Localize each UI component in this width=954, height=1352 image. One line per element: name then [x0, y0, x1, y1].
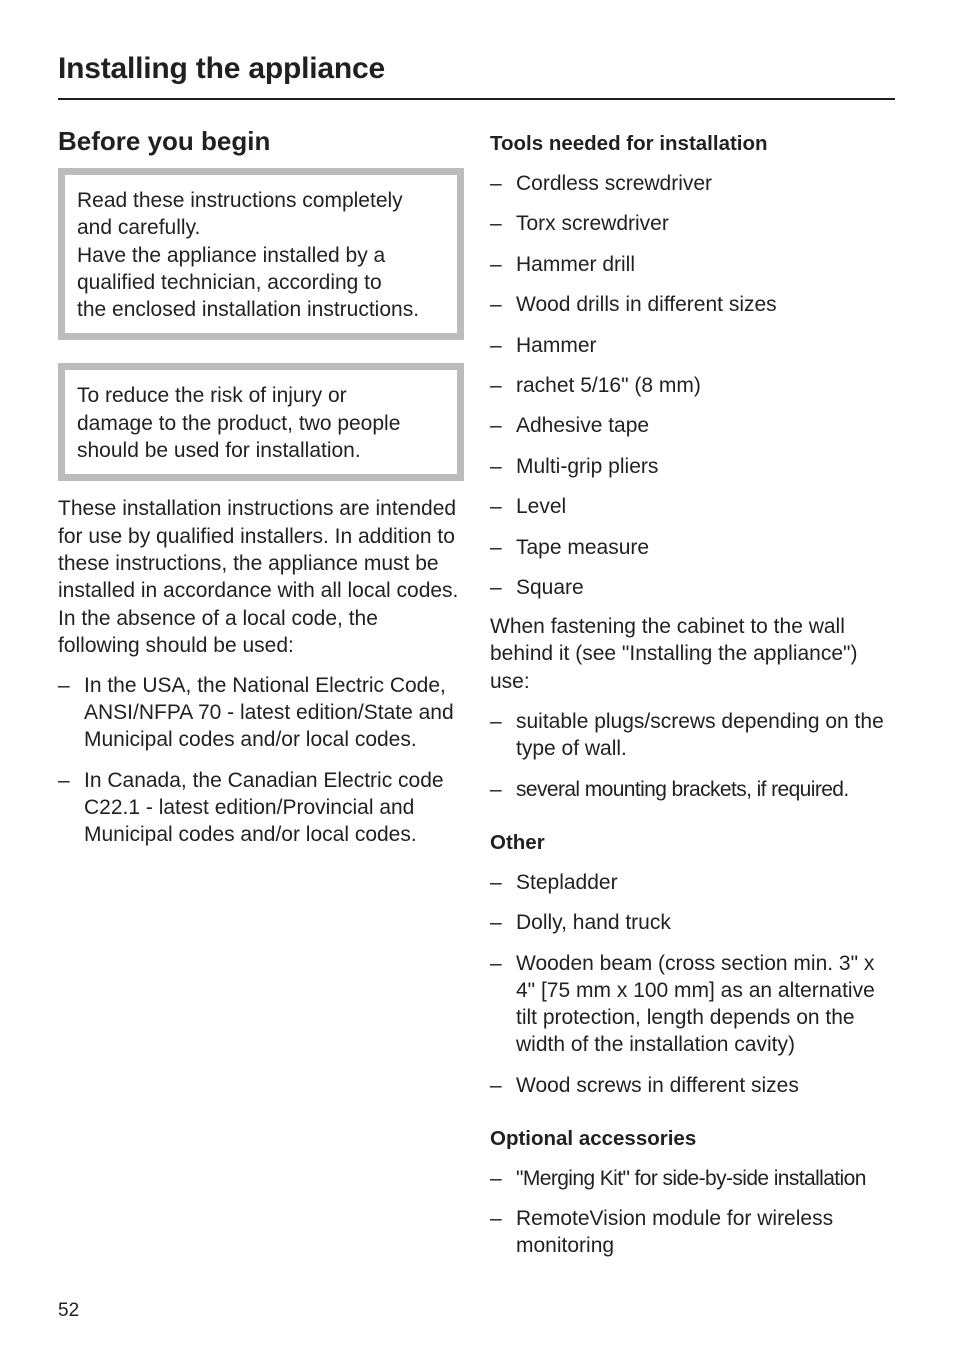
- list-item-canada-code: – In Canada, the Canadian Electric code C22.1 - latest edition/Provincial and Municipal codes and/or local codes.: [58, 767, 464, 848]
- list-item: – Adhesive tape: [490, 412, 902, 439]
- left-column: [58, 124, 464, 848]
- other-list: [490, 869, 902, 1099]
- instructions-notice-box: [58, 168, 464, 340]
- list-item: – "Merging Kit" for side-by-side installation: [490, 1165, 902, 1192]
- notice-line: should be used for installation.: [77, 439, 361, 463]
- list-item: – Wood screws in different sizes: [490, 1072, 902, 1099]
- notice-line: and carefully.: [77, 216, 201, 240]
- installation-intro-paragraph: These installation instructions are intended for use by qualified installers. In addition to these instructions, the appliance must be installed in accordance with all local codes. In the absence of a local code, the following should be used:: [58, 497, 459, 657]
- title-divider: [58, 98, 895, 100]
- list-item-usa-code: – In the USA, the National Electric Code, ANSI/NFPA 70 - latest edition/State and Municipal codes and/or local codes.: [58, 672, 464, 753]
- notice-line: qualified technician, according to: [77, 270, 382, 294]
- list-item: – Tape measure: [490, 534, 902, 561]
- list-item: – Level: [490, 493, 902, 520]
- other-heading: Other: [490, 830, 545, 854]
- list-item: – Stepladder: [490, 869, 902, 896]
- list-item: – Square: [490, 574, 902, 601]
- list-item: – rachet 5/16" (8 mm): [490, 372, 902, 399]
- electrical-codes-list: [58, 672, 464, 848]
- list-item: – Hammer drill: [490, 251, 902, 278]
- notice-line: the enclosed installation instructions.: [77, 298, 420, 322]
- list-item: – Cordless screwdriver: [490, 170, 902, 197]
- list-item: – RemoteVision module for wireless monitoring: [490, 1205, 902, 1259]
- list-item: – Dolly, hand truck: [490, 909, 902, 936]
- right-column: [490, 130, 902, 1259]
- notice-line: damage to the product, two people: [77, 411, 401, 435]
- fastening-paragraph: When fastening the cabinet to the wall behind it (see "Installing the appliance") use:: [490, 614, 858, 693]
- fastening-list: [490, 708, 902, 803]
- optional-accessories-heading: Optional accessories: [490, 1126, 697, 1150]
- tools-heading: Tools needed for installation: [490, 132, 768, 155]
- list-item: – Hammer: [490, 332, 902, 359]
- list-item: – Wood drills in different sizes: [490, 291, 902, 318]
- list-item: – Torx screwdriver: [490, 210, 902, 237]
- list-item: – suitable plugs/screws depending on the type of wall.: [490, 708, 902, 762]
- list-item: – Wooden beam (cross section min. 3" x 4" [75 mm x 100 mm] as an alternative tilt protection, length depends on the width of the installation cavity): [490, 950, 902, 1058]
- page-title: Installing the appliance: [58, 52, 385, 85]
- tools-list: [490, 170, 902, 601]
- safety-notice-box: [58, 363, 464, 481]
- notice-line: Have the appliance installed by a: [77, 243, 386, 267]
- notice-line: Read these instructions completely: [77, 189, 403, 212]
- list-item: – several mounting brackets, if required.: [490, 776, 902, 803]
- section-heading-before-you-begin: Before you begin: [58, 126, 271, 156]
- notice-line: To reduce the risk of injury or: [77, 384, 347, 408]
- page-number: 52: [58, 1300, 80, 1321]
- optional-accessories-list: [490, 1165, 902, 1259]
- list-item: – Multi-grip pliers: [490, 453, 902, 480]
